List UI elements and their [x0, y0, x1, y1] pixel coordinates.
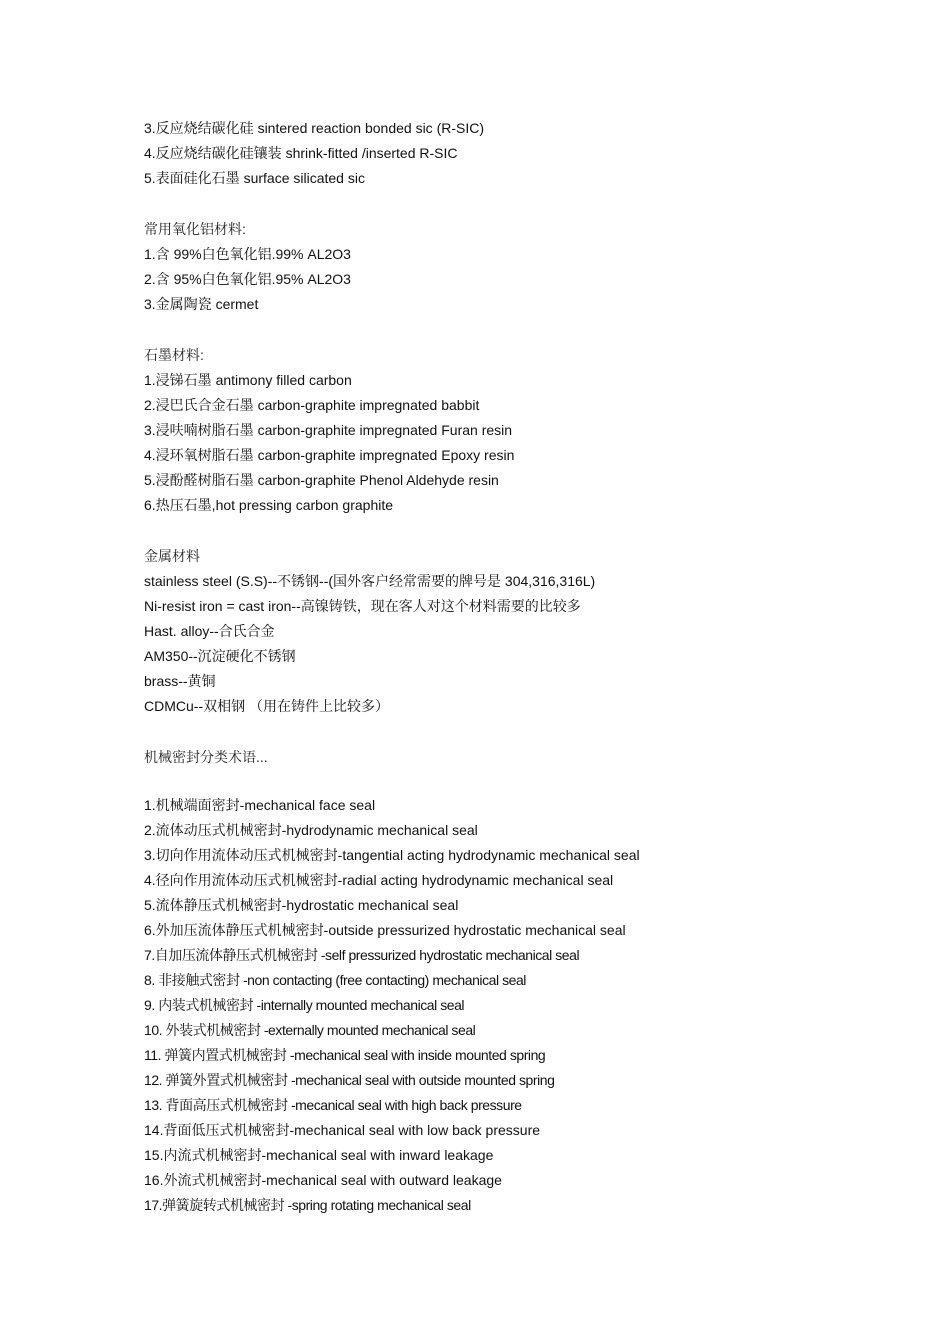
graphite-material-section [144, 343, 924, 518]
paragraph-spacer [144, 770, 924, 793]
list-item: 5.浸酚醛树脂石墨 carbon-graphite Phenol Aldehyde resin [144, 472, 499, 488]
section-heading: 石墨材料: [144, 347, 204, 363]
list-item: 12. 弹簧外置式机械密封 -mechanical seal with outside mounted spring [144, 1072, 555, 1088]
list-item: Ni-resist iron = cast iron--高镍铸铁，现在客人对这个材料需要的比较多 [144, 598, 581, 614]
section-heading: 机械密封分类术语... [144, 749, 268, 765]
sic-material-list [144, 116, 924, 191]
list-item: 6.热压石墨,hot pressing carbon graphite [144, 497, 394, 513]
list-item: 1.机械端面密封-mechanical face seal [144, 797, 376, 813]
list-item: 2.流体动压式机械密封-hydrodynamic mechanical seal [144, 822, 478, 838]
paragraph-spacer [144, 317, 924, 343]
list-item: 11. 弹簧内置式机械密封 -mechanical seal with inside mounted spring [144, 1047, 546, 1063]
list-item: 8. 非接触式密封 -non contacting (free contacting) mechanical seal [144, 972, 526, 988]
list-item: Hast. alloy--合氏合金 [144, 623, 275, 639]
paragraph-spacer [144, 719, 924, 745]
list-item: 7.自加压流体静压式机械密封 -self pressurized hydrostatic mechanical seal [144, 947, 580, 963]
metal-material-section [144, 544, 924, 719]
list-item: 3.反应烧结碳化硅 sintered reaction bonded sic (R-SIC) [144, 120, 484, 136]
paragraph-spacer [144, 191, 924, 217]
list-item: 4.浸环氧树脂石墨 carbon-graphite impregnated Epoxy resin [144, 447, 515, 463]
list-item: 1.含 99%白色氧化铝.99% AL2O3 [144, 246, 351, 262]
list-item: 15.内流式机械密封-mechanical seal with inward leakage [144, 1147, 494, 1163]
list-item: AM350--沉淀硬化不锈钢 [144, 648, 296, 664]
list-item: 1.浸锑石墨 antimony filled carbon [144, 372, 352, 388]
list-item: 16.外流式机械密封-mechanical seal with outward leakage [144, 1172, 502, 1188]
list-item: 6.外加压流体静压式机械密封-outside pressurized hydrostatic mechanical seal [144, 922, 626, 938]
alumina-material-section [144, 217, 924, 317]
seal-terms-section [144, 745, 924, 1218]
section-heading: 常用氧化铝材料: [144, 221, 246, 237]
list-item: 2.浸巴氏合金石墨 carbon-graphite impregnated babbit [144, 397, 480, 413]
list-item: 3.浸呋喃树脂石墨 carbon-graphite impregnated Furan resin [144, 422, 513, 438]
document-page [144, 116, 924, 1218]
section-heading: 金属材料 [144, 548, 200, 564]
list-item: stainless steel (S.S)--不锈钢--(国外客户经常需要的牌号是 304,316,316L) [144, 573, 596, 589]
list-item: 3.切向作用流体动压式机械密封-tangential acting hydrodynamic mechanical seal [144, 847, 640, 863]
list-item: 4.反应烧结碳化硅镶装 shrink-fitted /inserted R-SIC [144, 145, 458, 161]
list-item: 9. 内装式机械密封 -internally mounted mechanical seal [144, 997, 465, 1013]
list-item: brass--黄铜 [144, 673, 216, 689]
list-item: 2.含 95%白色氧化铝.95% AL2O3 [144, 271, 351, 287]
list-item: 17.弹簧旋转式机械密封 -spring rotating mechanical seal [144, 1197, 471, 1213]
list-item: CDMCu--双相钢 （用在铸件上比较多） [144, 698, 389, 714]
list-item: 5.表面硅化石墨 surface silicated sic [144, 170, 365, 186]
list-item: 3.金属陶瓷 cermet [144, 296, 259, 312]
paragraph-spacer [144, 518, 924, 544]
list-item: 5.流体静压式机械密封-hydrostatic mechanical seal [144, 897, 459, 913]
list-item: 14.背面低压式机械密封-mechanical seal with low back pressure [144, 1122, 541, 1138]
list-item: 10. 外装式机械密封 -externally mounted mechanical seal [144, 1022, 476, 1038]
list-item: 13. 背面高压式机械密封 -mecanical seal with high back pressure [144, 1097, 522, 1113]
list-item: 4.径向作用流体动压式机械密封-radial acting hydrodynamic mechanical seal [144, 872, 614, 888]
